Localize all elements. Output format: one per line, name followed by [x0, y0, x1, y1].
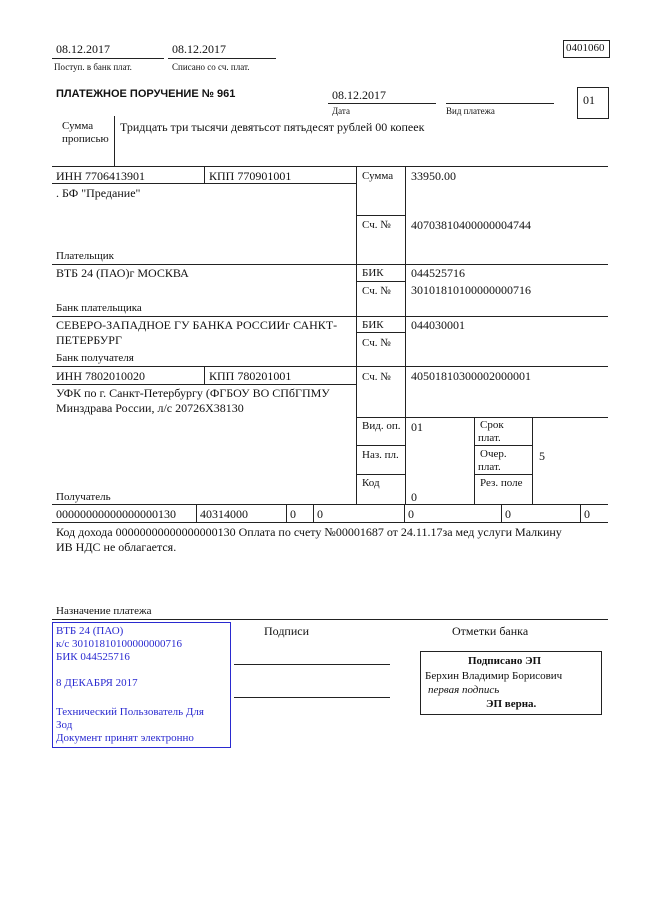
tax-divider-2 [286, 504, 287, 522]
sum-value: 33950.00 [411, 169, 456, 183]
signature-line-1 [234, 664, 390, 665]
debited-date-label: Списано со сч. плат. [172, 62, 250, 72]
bank-stamp-line1: ВТБ 24 (ПАО) [56, 625, 124, 637]
signature-line-2 [234, 697, 390, 698]
payer-bank-account-label: Сч. № [362, 285, 391, 297]
purpose-label: Назначение платежа [56, 605, 152, 617]
payer-bottom-line [52, 264, 608, 265]
payee-bank-name-line1: СЕВЕРО-ЗАПАДНОЕ ГУ БАНКА РОССИИг САНКТ- [56, 318, 338, 332]
payee-bank-label: Банк получателя [56, 352, 134, 364]
payer-bank-label: Банк плательщика [56, 302, 142, 314]
payee-bank-name-line2: ПЕТЕРБУРГ [56, 333, 122, 347]
payer-kpp: КПП 770901001 [209, 169, 292, 183]
payer-bank-name: ВТБ 24 (ПАО)г МОСКВА [56, 266, 189, 280]
debited-date-underline [168, 58, 276, 59]
payer-label: Плательщик [56, 250, 114, 262]
payee-inn: ИНН 7802010020 [56, 369, 145, 383]
ep-verified: ЭП верна. [486, 698, 537, 710]
code-top-line [356, 474, 405, 475]
payer-bank-account: 30101810100000000716 [411, 283, 531, 297]
purpose-code-top-line [356, 445, 405, 446]
payee-bank-bottom-line [52, 366, 608, 367]
tax-row-bottom-line [52, 522, 608, 523]
payee-inn-row-line [52, 384, 356, 385]
payee-name-line1: УФК по г. Санкт-Петербургу (ФГБОУ ВО СПбГПМУ [56, 386, 330, 400]
amount-words-text: Тридцать три тысячи девятьсот пятьдесят рублей 00 копеек [120, 120, 425, 134]
tax-divider-1 [196, 504, 197, 522]
payer-bank-bik-label: БИК [362, 267, 384, 279]
payer-account-label: Сч. № [362, 219, 391, 231]
amount-words-label-2: прописью [62, 133, 109, 145]
payee-bottom-line [52, 504, 608, 505]
op-type-label: Вид. оп. [362, 420, 401, 432]
ep-title: Подписано ЭП [468, 655, 542, 667]
order-label-2: плат. [478, 461, 501, 473]
bank-stamp-line4: Технический Пользователь Для [56, 706, 204, 718]
sum-row-line [356, 215, 405, 216]
document-date-label: Дата [332, 106, 350, 116]
payee-account-label: Сч. № [362, 371, 391, 383]
code-label: Код [362, 477, 380, 489]
bank-stamp-date: 8 ДЕКАБРЯ 2017 [56, 677, 138, 689]
amount-words-label-1: Сумма [62, 120, 94, 132]
term-col-divider [474, 417, 475, 504]
tax-field-doc-number: 0 [408, 507, 414, 521]
document-date: 08.12.2017 [332, 88, 386, 102]
purpose-line1: Код дохода 00000000000000000130 Оплата по счету №00001687 от 24.11.17за мед услуги Малкину [56, 525, 562, 539]
purpose-bottom-line [52, 619, 608, 620]
payment-type-label: Вид платежа [446, 106, 495, 116]
payee-account: 40501810300002000001 [411, 369, 531, 383]
op-type-value: 01 [411, 420, 423, 434]
status-code: 01 [583, 93, 595, 107]
bank-stamp-line6: Документ принят электронно [56, 732, 194, 744]
tax-divider-5 [501, 504, 502, 522]
op-row-top-line [356, 417, 608, 418]
reserve-label: Рез. поле [480, 477, 523, 489]
payee-bank-account-label: Сч. № [362, 337, 391, 349]
form-code: 0401060 [566, 42, 605, 54]
received-date-label: Поступ. в банк плат. [54, 62, 132, 72]
ep-signer: Берхин Владимир Борисович [425, 670, 563, 682]
document-title: ПЛАТЕЖНОЕ ПОРУЧЕНИЕ № 961 [56, 88, 236, 100]
tax-field-basis: 0 [290, 507, 296, 521]
value-col-divider [405, 166, 406, 504]
received-date: 08.12.2017 [56, 42, 110, 56]
tax-divider-6 [580, 504, 581, 522]
payer-bank-bik: 044525716 [411, 266, 465, 280]
tax-field-kbk: 00000000000000000130 [56, 507, 176, 521]
order-top-line [474, 445, 532, 446]
debited-date: 08.12.2017 [172, 42, 226, 56]
tax-field-period: 0 [317, 507, 323, 521]
reserve-top-line [474, 474, 532, 475]
payee-bank-bik: 044030001 [411, 318, 465, 332]
tax-field-type: 0 [584, 507, 590, 521]
payee-bank-bik-line [356, 332, 405, 333]
main-col-divider [356, 166, 357, 504]
payer-inn: ИНН 7706413901 [56, 169, 145, 183]
tax-field-doc-date: 0 [505, 507, 511, 521]
amount-words-bottom-line [52, 166, 608, 167]
payment-type-underline [446, 103, 554, 104]
term-label-1: Срок [480, 419, 504, 431]
bank-stamp-line3: БИК 044525716 [56, 651, 130, 663]
amount-words-divider [114, 116, 115, 166]
tax-field-oktmo: 40314000 [200, 507, 248, 521]
term-value-divider [532, 417, 533, 504]
code-value: 0 [411, 490, 417, 504]
bank-stamp-line2: к/с 30101810100000000716 [56, 638, 183, 650]
payee-label: Получатель [56, 491, 111, 503]
payer-name: . БФ "Предание" [56, 186, 141, 200]
payer-inn-row-line [52, 183, 356, 184]
tax-divider-4 [404, 504, 405, 522]
signatures-label: Подписи [264, 624, 310, 638]
purpose-code-label: Наз. пл. [362, 449, 399, 461]
payer-account: 40703810400000004744 [411, 218, 531, 232]
payer-bank-bik-line [356, 281, 405, 282]
order-value: 5 [539, 449, 545, 463]
payee-inn-kpp-divider [204, 366, 205, 384]
purpose-line2: ИВ НДС не облагается. [56, 540, 177, 554]
payer-inn-kpp-divider [204, 166, 205, 183]
bank-stamp-line5: Зод [56, 719, 73, 731]
payee-name-line2: Минздрава России, л/с 20726Х38130 [56, 401, 244, 415]
order-label-1: Очер. [480, 448, 507, 460]
tax-divider-3 [313, 504, 314, 522]
received-date-underline [52, 58, 164, 59]
sum-label: Сумма [362, 170, 394, 182]
payee-kpp: КПП 780201001 [209, 369, 292, 383]
bank-marks-label: Отметки банка [452, 624, 529, 638]
term-label-2: плат. [478, 432, 501, 444]
document-date-underline [328, 103, 436, 104]
payee-bank-bik-label: БИК [362, 319, 384, 331]
payer-bank-bottom-line [52, 316, 608, 317]
ep-role: первая подпись [428, 684, 500, 696]
